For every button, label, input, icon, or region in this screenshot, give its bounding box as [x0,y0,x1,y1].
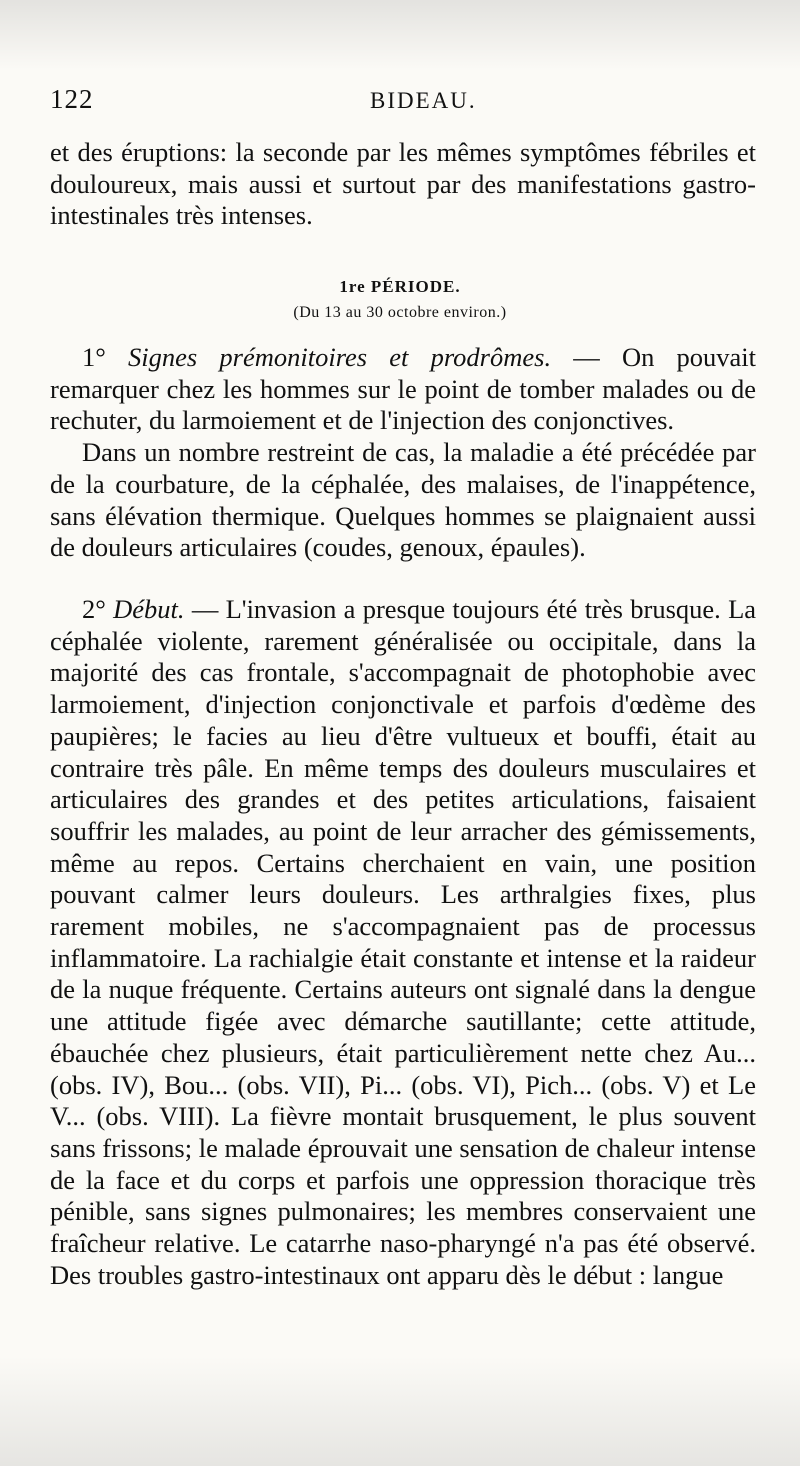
debut-title: Début. [113,594,185,624]
page-top-edge [0,0,800,70]
signs-block [50,342,756,564]
running-header [50,84,750,124]
page-bottom-edge [0,1356,800,1466]
intro-paragraph-block [50,137,756,232]
signs-body: — On pouvait remarquer chez les hommes sur le point de tomber malades ou de rechuter, du larmoiement et de l'injection des conjonctives. [50,342,757,436]
signs-title: Signes prémonitoires et prodrômes. [128,342,552,372]
page-number: 122 [50,84,94,114]
section-date-range: (Du 13 au 30 octobre environ.) [293,304,507,321]
running-title: BIDEAU. [370,88,477,113]
intro-paragraph: et des éruptions: la seconde par les mêmes symptômes fébriles et douloureux, mais aussi et surtout par des manifestations gastro-intestinales très intenses. [50,137,756,231]
debut-number: 2° [82,594,106,624]
debut-block [50,594,756,1291]
debut-body: — L'invasion a presque toujours été très brusque. La céphalée violente, rarement généralisée ou occipitale, dans la majorité des cas frontale, s'accompagnait de photophobie avec larmoiement, d'injection conjonctivale et parfois d'œdème des paupières; le facies au lieu d'être vultueux et bouffi, était au contraire très pâle. En même temps des douleurs musculaires et articulaires des grandes et des petites articulations, faisaient souffrir les malades, au point de leur arracher des gémissements, même au repos. Certains cherchaient en vain, une position pouvant calmer leurs douleurs. Les arthralgies fixes, plus rarement mobiles, ne s'accompagnaient pas de processus inflammatoire. La rachialgie était constante et intense et la raideur de la nuque fréquente. Certains auteurs ont signalé dans la dengue une attitude figée avec démarche sautillante; cette attitude, ébauchée chez plusieurs, était particulièrement nette chez Au... (obs. IV), Bou... (obs. VII), Pi... (obs. VI), Pich... (obs. V) et Le V... (obs. VIII). La fièvre montait brusquement, le plus souvent sans frissons; le malade éprouvait une sensation de chaleur intense de la face et du corps et parfois une oppression thoracique très pénible, sans signes pulmonaires; les membres conservaient une fraîcheur relative. Le catarrhe naso-pharyngé n'a pas été observé. Des troubles gastro-intestinaux ont apparu dès le début : langue [50,594,757,1290]
signs-paragraph [50,342,756,437]
signs-paragraph-2: Dans un nombre restreint de cas, la maladie a été précédée par de la courbature, de la céphalée, des malaises, de l'inappétence, sans élévation thermique. Quelques hommes se plaignaient aussi de douleurs articulaires (coudes, genoux, épaules). [50,437,756,563]
section-heading: 1re PÉRIODE. [339,277,461,296]
signs-number: 1° [82,342,106,372]
debut-paragraph [50,594,756,1291]
